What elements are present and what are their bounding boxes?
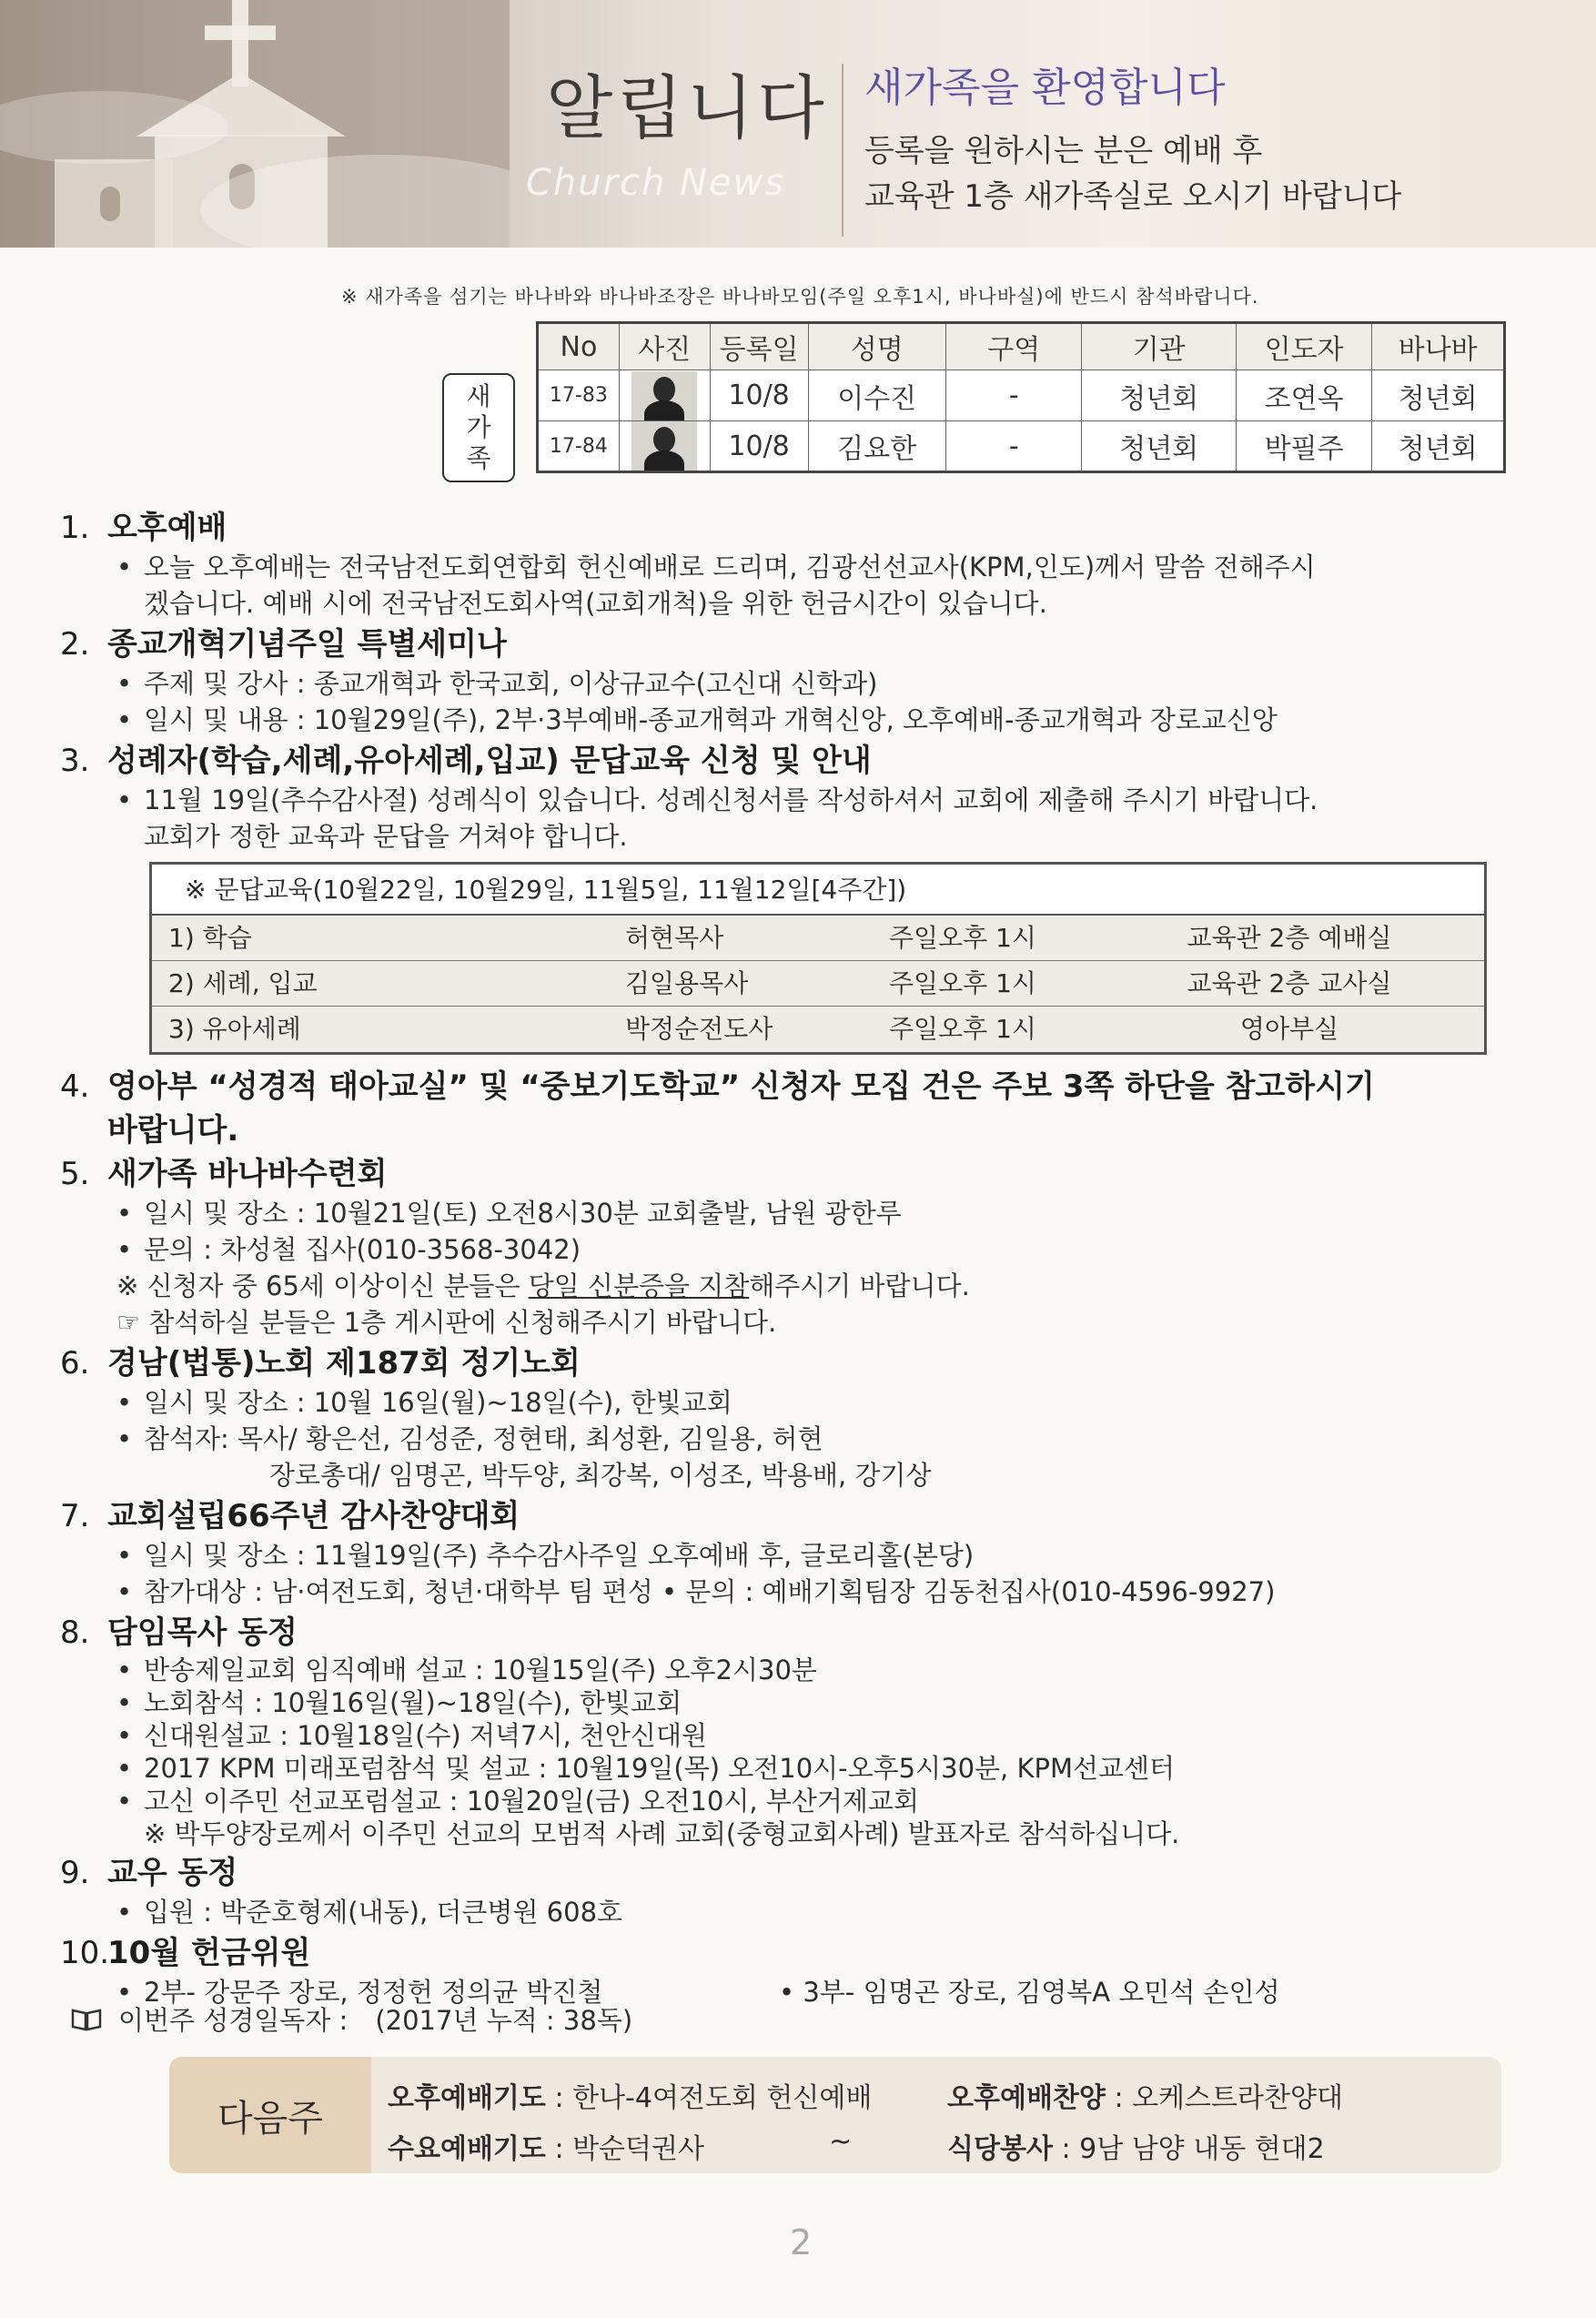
section-title: 5. 새가족 바나바수련회	[60, 1156, 388, 1192]
section-item: • 일시 및 장소 : 10월21일(토) 오전8시30분 교회출발, 남원 광한루	[60, 1195, 1552, 1231]
table-row	[152, 1007, 1484, 1052]
qa-type: 3) 유아세례	[168, 1014, 301, 1044]
table-row	[538, 370, 1505, 421]
section-item: • 오늘 오후예배는 전국남전도회연합회 헌신예배로 드리며, 김광선선교사(KPM,인도)께서 말씀 전해주시	[60, 549, 1552, 585]
cell-org: 청년회	[1082, 370, 1236, 421]
qa-table-header: ※ 문답교육(10월22일, 10월29일, 11월5일, 11월12일[4주간])	[152, 865, 1484, 916]
qa-time: 주일오후 1시	[889, 923, 1036, 953]
section-item: • 일시 및 장소 : 11월19일(주) 추수감사주일 오후예배 후, 글로리홀(본당)	[60, 1537, 1552, 1574]
cell-photo	[619, 370, 710, 421]
section-item: • 고신 이주민 선교포럼설교 : 10월20일(금) 오전10시, 부산거제교회	[60, 1785, 1552, 1817]
section-title: 6. 경남(법통)노회 제187회 정기노회	[60, 1345, 581, 1382]
section-title: 7. 교회설립66주년 감사찬양대회	[60, 1498, 520, 1534]
column-header: 성명	[808, 323, 945, 370]
section-note: ※ 박두양장로께서 이주민 선교의 모범적 사례 교회(중형교회사례) 발표자로 참석하십니다.	[144, 1818, 1180, 1849]
cell-name: 김요한	[808, 421, 945, 472]
qa-time: 주일오후 1시	[889, 1014, 1036, 1044]
next-meal-service: 식당봉사 : 9남 남양 내동 현대2	[947, 2133, 1325, 2165]
section-note: ※ 신청자 중 65세 이상이신 분들은 당일 신분증을 지참해주시기 바랍니다.	[116, 1270, 970, 1301]
page-number: 2	[790, 2222, 813, 2262]
section-title: 8. 담임목사 동정	[60, 1615, 298, 1651]
qa-place: 교육관 2층 예배실	[1187, 923, 1392, 953]
column-header: 바나바	[1372, 323, 1505, 370]
cell-guide: 조연옥	[1236, 370, 1372, 421]
section-item: • 참가대상 : 남·여전도회, 청년·대학부 팀 편성 • 문의 : 예배기획팀장 김동천집사(010-4596-9927)	[60, 1574, 1552, 1610]
next-dash: ~	[829, 2126, 853, 2158]
column-header: 사진	[619, 323, 710, 370]
section-title-cont: 바랍니다.	[107, 1112, 239, 1149]
welcome-line-1: 등록을 원하시는 분은 예배 후	[864, 133, 1263, 169]
bible-reading	[71, 2000, 632, 2038]
column-header: 기관	[1082, 323, 1236, 370]
section-title: 9. 교우 동정	[60, 1855, 238, 1891]
section-item: • 문의 : 차성철 집사(010-3568-3042)	[60, 1231, 1552, 1268]
cell-district: -	[945, 421, 1082, 472]
section-note: ☞ 참석하실 분들은 1층 게시판에 신청해주시기 바랍니다.	[116, 1307, 777, 1338]
new-family-label	[442, 373, 515, 482]
qa-type: 2) 세례, 입교	[168, 968, 318, 998]
cell-date: 10/8	[710, 370, 808, 421]
section-title: 10.10월 헌금위원	[60, 1935, 311, 1971]
header-divider	[842, 64, 843, 237]
column-header: 구역	[945, 323, 1082, 370]
cell-guide: 박필주	[1236, 421, 1372, 472]
next-pm-choir: 오후예배찬양 : 오케스트라찬양대	[947, 2082, 1343, 2114]
cell-org: 청년회	[1082, 421, 1236, 472]
member-photo	[631, 421, 697, 471]
qa-place: 영아부실	[1239, 1014, 1339, 1044]
bible-reading-value: (2017년 누적 : 38독)	[375, 2005, 633, 2036]
section-item: • 일시 및 내용 : 10월29일(주), 2부·3부예배-종교개혁과 개혁신앙, 오후예배-종교개혁과 장로교신앙	[60, 702, 1552, 738]
section-item: • 노회참석 : 10월16일(월)~18일(수), 한빛교회	[60, 1686, 1552, 1719]
table-row	[152, 961, 1484, 1007]
cell-barnabas: 청년회	[1372, 421, 1505, 472]
next-week-box	[169, 2057, 1501, 2173]
qa-schedule-table	[149, 862, 1487, 1055]
table-row	[152, 916, 1484, 961]
cell-no: 17-83	[538, 370, 620, 421]
cell-name: 이수진	[808, 370, 945, 421]
church-illustration-icon	[0, 0, 510, 248]
section-item: • 신대원설교 : 10월18일(수) 저녁7시, 천안신대원	[60, 1719, 1552, 1752]
qa-pastor: 허현목사	[625, 923, 724, 953]
section-item: • 참석자: 목사/ 황은선, 김성준, 정현태, 최성환, 김일용, 허현	[60, 1421, 1552, 1457]
section-title: 1. 오후예배	[60, 510, 227, 546]
section-item: • 2017 KPM 미래포럼참석 및 설교 : 10월19일(목) 오전10시-오후5시30분, KPM선교센터	[60, 1752, 1552, 1785]
barnabas-notice: ※ 새가족을 섬기는 바나바와 바나바조장은 바나바모임(주일 오후1시, 바나바실)에 반드시 참석바랍니다.	[341, 286, 1259, 308]
section-item-cont: 장로총대/ 임명곤, 박두양, 최강복, 이성조, 박용배, 강기상	[269, 1460, 932, 1491]
cell-no: 17-84	[538, 421, 620, 472]
section-title: 4. 영아부 “성경적 태아교실” 및 “중보기도학교” 신청자 모집 건은 주보 3쪽 하단을 참고하시기	[60, 1068, 1375, 1105]
qa-time: 주일오후 1시	[889, 968, 1036, 998]
member-photo	[631, 371, 697, 420]
next-week-label: 다음주	[169, 2057, 371, 2173]
section-item: • 11월 19일(추수감사절) 성례식이 있습니다. 성례신청서를 작성하셔서 교회에 제출해 주시기 바랍니다.	[60, 782, 1552, 818]
next-pm-prayer: 오후예배기도 : 한나-4여전도회 헌신예배	[388, 2082, 873, 2114]
cell-district: -	[945, 370, 1082, 421]
column-header: 인도자	[1236, 323, 1372, 370]
welcome-title: 새가족을 환영합니다	[864, 65, 1226, 111]
section-item: • 2부- 강문주 장로, 정정헌 정의균 박진철	[60, 1974, 779, 2010]
cell-barnabas: 청년회	[1372, 370, 1505, 421]
qa-place: 교육관 2층 교사실	[1187, 968, 1392, 998]
section-item: • 입원 : 박준호형제(내동), 더큰병원 608호	[60, 1894, 1552, 1930]
open-book-icon	[71, 2008, 102, 2031]
table-header-row	[538, 323, 1505, 370]
new-family-label-char: 족	[466, 443, 491, 473]
page-subtitle: Church News	[526, 162, 786, 204]
cell-date: 10/8	[710, 421, 808, 472]
section-title: 2. 종교개혁기념주일 특별세미나	[60, 626, 507, 663]
section-item-cont: 교회가 정한 교육과 문답을 거쳐야 합니다.	[144, 821, 628, 852]
section-item: • 반송제일교회 임직예배 설교 : 10월15일(주) 오후2시30분	[60, 1654, 1552, 1686]
announcement-list	[60, 505, 1552, 2010]
section-title: 3. 성례자(학습,세례,유아세례,입교) 문답교육 신청 및 안내	[60, 743, 872, 779]
qa-type: 1) 학습	[168, 923, 252, 953]
section-item: • 주제 및 강사 : 종교개혁과 한국교회, 이상규교수(고신대 신학과)	[60, 665, 1552, 702]
table-row	[538, 421, 1505, 472]
section-item: • 3부- 임명곤 장로, 김영복A 오민석 손인성	[779, 1977, 1280, 2008]
page-title: 알립니다	[546, 67, 828, 148]
welcome-line-2: 교육관 1층 새가족실로 오시기 바랍니다	[864, 178, 1402, 215]
header-banner	[0, 0, 1596, 248]
column-header: No	[538, 323, 620, 370]
new-family-table	[536, 321, 1506, 473]
cell-photo	[619, 421, 710, 472]
qa-pastor: 박정순전도사	[625, 1014, 773, 1044]
column-header: 등록일	[710, 323, 808, 370]
section-item: • 일시 및 장소 : 10월 16일(월)~18일(수), 한빛교회	[60, 1384, 1552, 1421]
section-item-cont: 겠습니다. 예배 시에 전국남전도회사역(교회개척)을 위한 헌금시간이 있습니다.	[144, 588, 1047, 619]
new-family-label-char: 새	[466, 381, 491, 411]
bible-reading-label: 이번주 성경일독자 :	[118, 2005, 348, 2036]
new-family-label-char: 가	[466, 412, 491, 442]
qa-pastor: 김일용목사	[625, 968, 749, 998]
next-wed-prayer: 수요예배기도 : 박순덕권사	[388, 2133, 704, 2165]
